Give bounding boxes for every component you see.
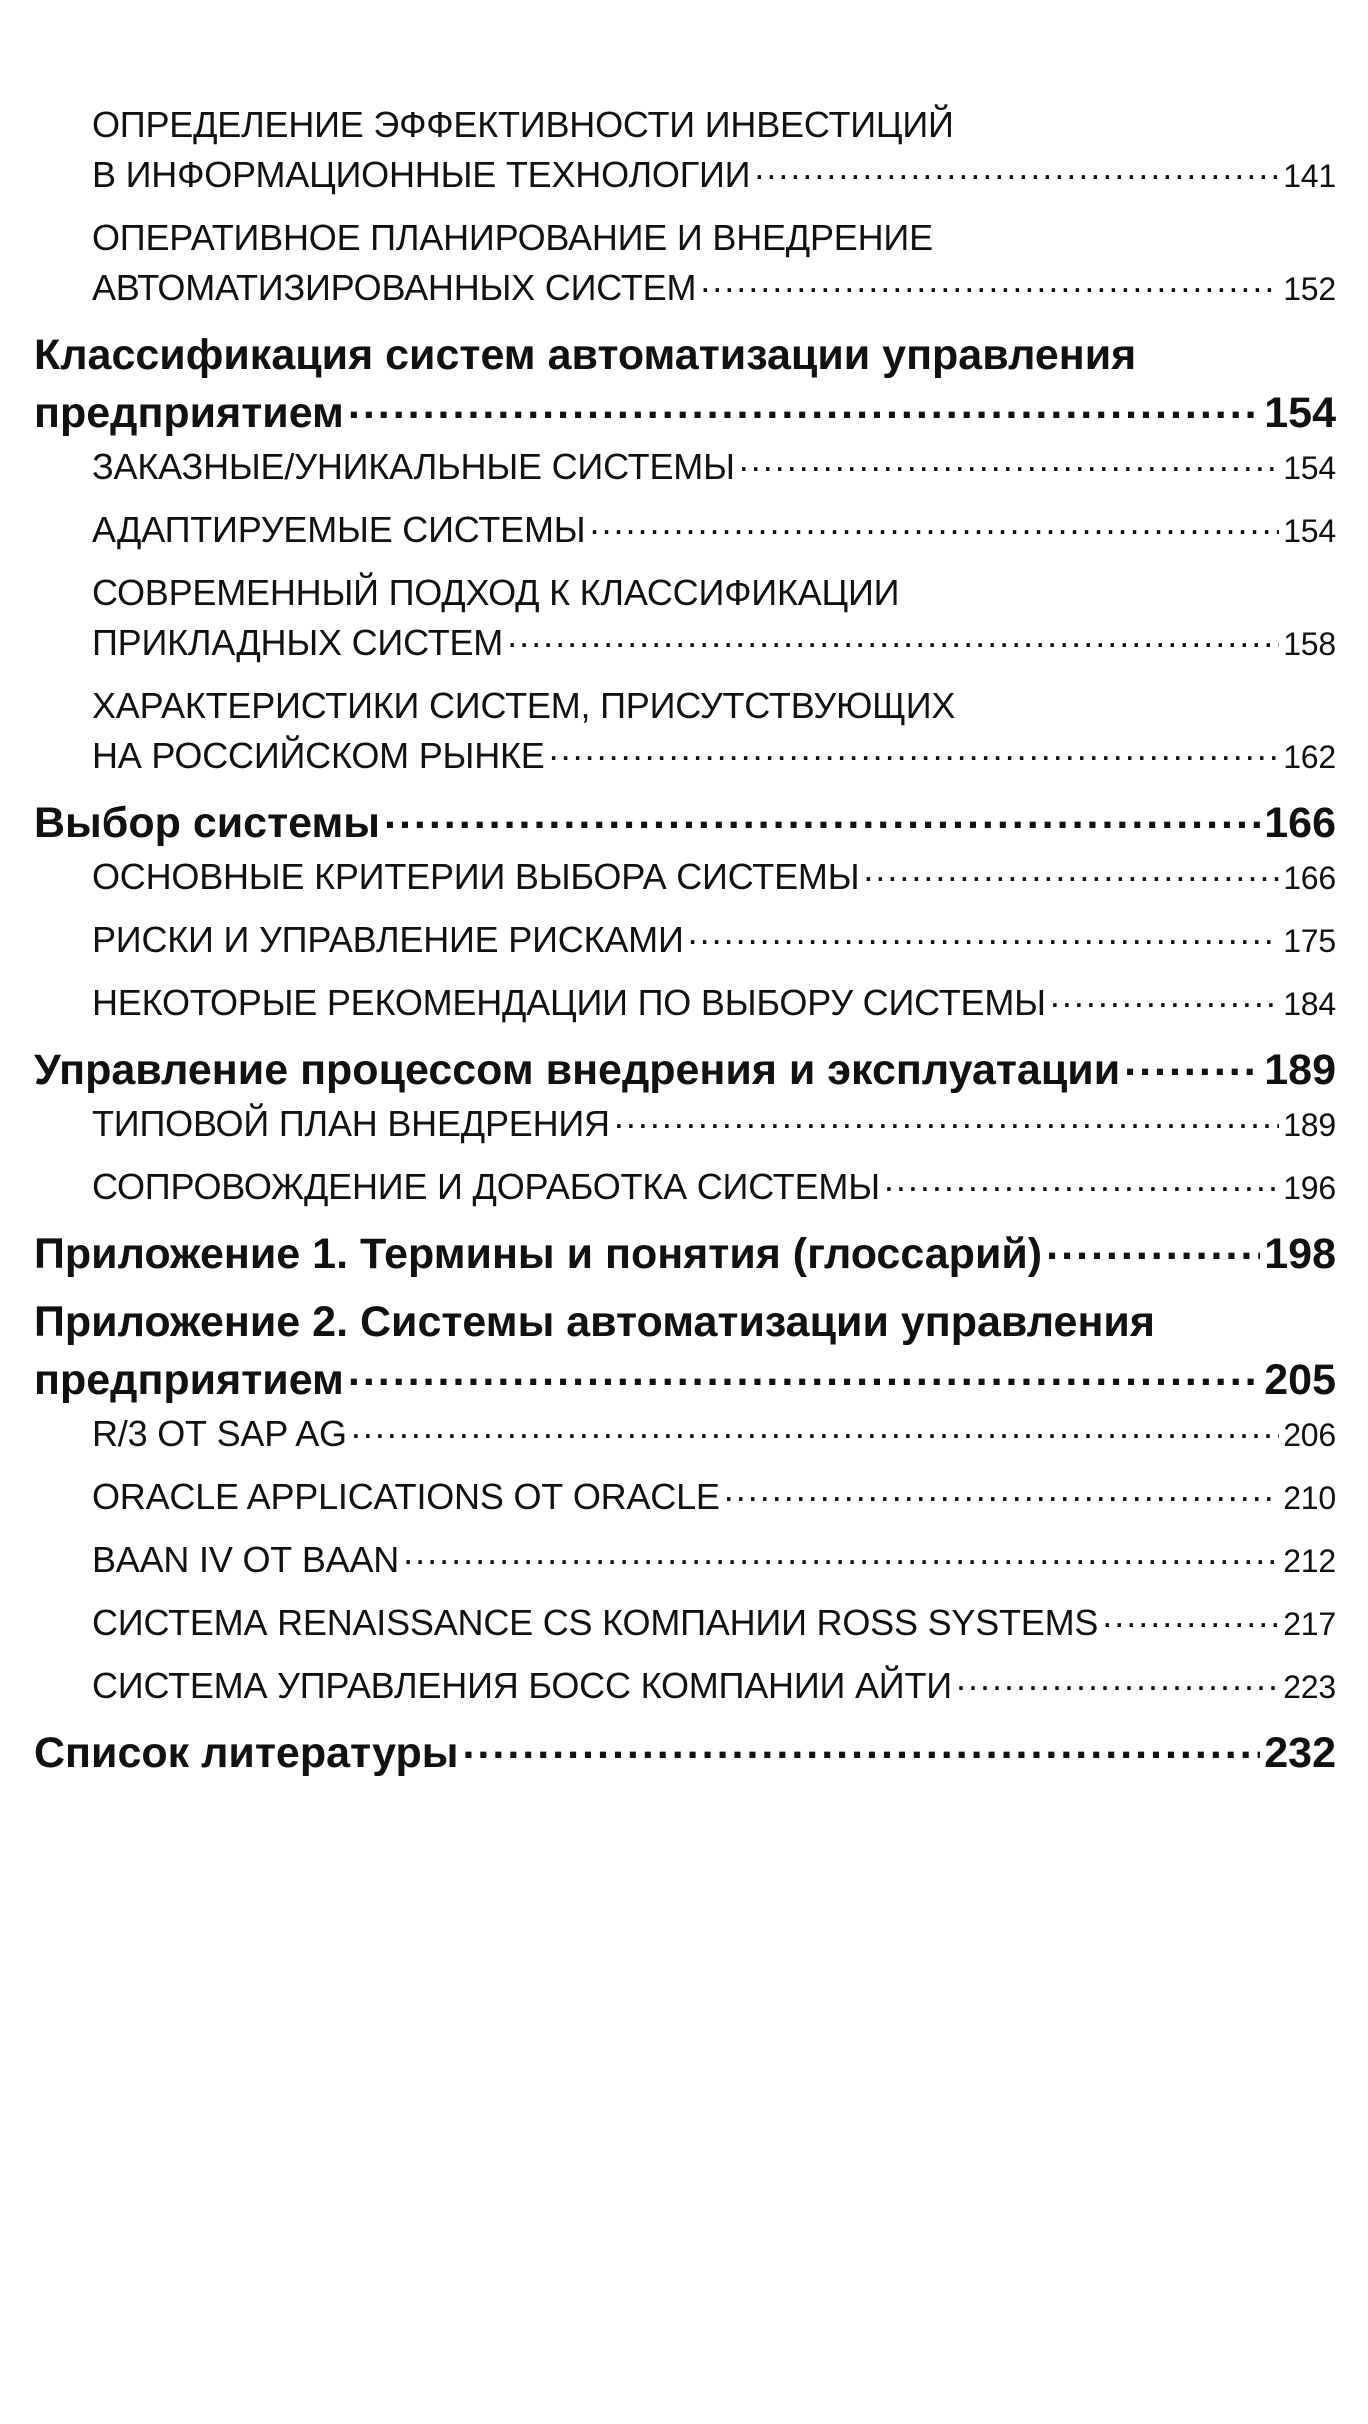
toc-subsection-entry[interactable]	[92, 915, 1336, 966]
page-number: 154	[1264, 389, 1336, 437]
toc-subsection-entry[interactable]	[92, 1472, 1336, 1523]
toc-entry-title-line: предприятием	[34, 389, 344, 437]
dot-leader	[1050, 979, 1279, 1015]
toc-section-entry[interactable]	[34, 326, 1336, 442]
page-number: 152	[1283, 271, 1336, 307]
toc-entry-line	[34, 1351, 1336, 1409]
toc-entry-title-line: В ИНФОРМАЦИОННЫЕ ТЕХНОЛОГИИ	[92, 154, 751, 195]
toc-section-entry[interactable]	[34, 1225, 1336, 1283]
toc-entry-line	[92, 1535, 1336, 1586]
page-number: 158	[1283, 626, 1336, 662]
toc-entry-line	[92, 618, 1336, 669]
toc-entry-title-line: ТИПОВОЙ ПЛАН ВНЕДРЕНИЯ	[92, 1103, 610, 1144]
dot-leader	[688, 916, 1280, 952]
page-number: 166	[1264, 799, 1336, 847]
toc-entry-line	[92, 442, 1336, 493]
dot-leader	[884, 1163, 1279, 1199]
dot-leader	[348, 384, 1260, 427]
toc-entry-line	[34, 794, 1336, 852]
dot-leader	[614, 1100, 1279, 1136]
dot-leader	[1046, 1225, 1260, 1268]
dot-leader	[739, 443, 1279, 479]
toc-subsection-entry[interactable]	[92, 505, 1336, 556]
toc-entry-line	[92, 1099, 1336, 1150]
toc-entry-title-line: Управление процессом внедрения и эксплуатации	[34, 1046, 1121, 1094]
toc-entry-title-line: СИСТЕМА RENAISSANCE CS КОМПАНИИ ROSS SYSTEMS	[92, 1602, 1099, 1643]
dot-leader	[700, 264, 1279, 300]
dot-leader	[462, 1724, 1260, 1767]
table-of-contents	[34, 100, 1336, 1782]
page-number: 154	[1283, 513, 1336, 549]
toc-entry-title-line: ORACLE APPLICATIONS ОТ ORACLE	[92, 1476, 720, 1517]
page-number: 166	[1283, 860, 1336, 896]
toc-entry-title-line: R/3 ОТ SAP AG	[92, 1413, 347, 1454]
dot-leader	[351, 1410, 1279, 1446]
toc-entry-title-line: НА РОССИЙСКОМ РЫНКЕ	[92, 735, 545, 776]
dot-leader	[754, 151, 1279, 187]
toc-entry-title-line: ПРИКЛАДНЫХ СИСТЕМ	[92, 622, 504, 663]
toc-entry-title-line: Приложение 2. Системы автоматизации управления	[34, 1298, 1155, 1346]
toc-entry-title-line: предприятием	[34, 1356, 344, 1404]
toc-entry-title-line: СИСТЕМА УПРАВЛЕНИЯ БОСС КОМПАНИИ АЙТИ	[92, 1665, 952, 1706]
toc-entry-title-line: Приложение 1. Термины и понятия (глоссарий)	[34, 1230, 1043, 1278]
toc-subsection-entry[interactable]	[92, 852, 1336, 903]
toc-subsection-entry[interactable]	[92, 978, 1336, 1029]
toc-subsection-entry[interactable]	[92, 1162, 1336, 1213]
toc-entry-line	[92, 150, 1336, 201]
toc-entry-title-line: РИСКИ И УПРАВЛЕНИЕ РИСКАМИ	[92, 919, 684, 960]
toc-entry-line	[92, 1409, 1336, 1460]
page-number: 154	[1283, 450, 1336, 486]
toc-subsection-entry[interactable]	[92, 568, 1336, 669]
page-number: 212	[1283, 1543, 1336, 1579]
page-number: 206	[1283, 1417, 1336, 1453]
page-number: 232	[1264, 1729, 1336, 1777]
toc-entry-line	[34, 1225, 1336, 1283]
toc-entry-line	[92, 915, 1336, 966]
toc-entry-line	[92, 852, 1336, 903]
page-number: 189	[1264, 1046, 1336, 1094]
toc-entry-line	[92, 1661, 1336, 1712]
toc-entry-title-line: СОВРЕМЕННЫЙ ПОДХОД К КЛАССИФИКАЦИИ	[92, 572, 900, 613]
dot-leader	[348, 1351, 1260, 1394]
toc-entry-title-line: ОПЕРАТИВНОЕ ПЛАНИРОВАНИЕ И ВНЕДРЕНИЕ	[92, 217, 933, 258]
toc-entry-line	[34, 1041, 1336, 1099]
toc-subsection-entry[interactable]	[92, 100, 1336, 201]
toc-entry-line	[92, 505, 1336, 556]
toc-entry-title-line: АВТОМАТИЗИРОВАННЫХ СИСТЕМ	[92, 267, 697, 308]
toc-subsection-entry[interactable]	[92, 213, 1336, 314]
page-number: 198	[1264, 1230, 1336, 1278]
dot-leader	[549, 732, 1280, 768]
dot-leader	[589, 506, 1279, 542]
dot-leader	[1102, 1599, 1279, 1635]
page-number: 205	[1264, 1356, 1336, 1404]
page-number: 175	[1283, 923, 1336, 959]
toc-subsection-entry[interactable]	[92, 1598, 1336, 1649]
toc-entry-line	[34, 1724, 1336, 1782]
toc-entry-title-line: BAAN IV ОТ BAAN	[92, 1539, 400, 1580]
toc-entry-line	[92, 263, 1336, 314]
toc-entry-title-line: Список литературы	[34, 1729, 459, 1777]
dot-leader	[863, 853, 1279, 889]
page-number: 196	[1283, 1170, 1336, 1206]
page-number: 217	[1283, 1606, 1336, 1642]
toc-entry-title-line: СОПРОВОЖДЕНИЕ И ДОРАБОТКА СИСТЕМЫ	[92, 1166, 880, 1207]
toc-subsection-entry[interactable]	[92, 442, 1336, 493]
toc-entry-title-line: ЗАКАЗНЫЕ/УНИКАЛЬНЫЕ СИСТЕМЫ	[92, 446, 735, 487]
toc-entry-line	[34, 384, 1336, 442]
dot-leader	[956, 1662, 1279, 1698]
page-number: 162	[1283, 739, 1336, 775]
toc-section-entry[interactable]	[34, 1293, 1336, 1409]
toc-entry-line	[92, 731, 1336, 782]
toc-entry-title-line: Выбор системы	[34, 799, 381, 847]
toc-section-entry[interactable]	[34, 794, 1336, 852]
toc-entry-line	[92, 1472, 1336, 1523]
toc-entry-line	[92, 1162, 1336, 1213]
toc-entry-title-line: ХАРАКТЕРИСТИКИ СИСТЕМ, ПРИСУТСТВУЮЩИХ	[92, 685, 956, 726]
toc-subsection-entry[interactable]	[92, 1099, 1336, 1150]
toc-entry-line	[92, 978, 1336, 1029]
dot-leader	[384, 794, 1260, 837]
toc-subsection-entry[interactable]	[92, 1535, 1336, 1586]
page-number: 210	[1283, 1480, 1336, 1516]
toc-entry-title-line: Классификация систем автоматизации управления	[34, 331, 1137, 379]
toc-entry-title-line: НЕКОТОРЫЕ РЕКОМЕНДАЦИИ ПО ВЫБОРУ СИСТЕМЫ	[92, 982, 1046, 1023]
toc-entry-title-line: АДАПТИРУЕМЫЕ СИСТЕМЫ	[92, 509, 586, 550]
toc-section-entry[interactable]	[34, 1724, 1336, 1782]
toc-subsection-entry[interactable]	[92, 1409, 1336, 1460]
dot-leader	[403, 1536, 1279, 1572]
page-number: 141	[1283, 158, 1336, 194]
toc-section-entry[interactable]	[34, 1041, 1336, 1099]
toc-entry-line	[92, 1598, 1336, 1649]
page-number: 189	[1283, 1107, 1336, 1143]
page-number: 184	[1283, 986, 1336, 1022]
toc-entry-title-line: ОСНОВНЫЕ КРИТЕРИИ ВЫБОРА СИСТЕМЫ	[92, 856, 860, 897]
toc-subsection-entry[interactable]	[92, 1661, 1336, 1712]
page-number: 223	[1283, 1669, 1336, 1705]
dot-leader	[507, 619, 1279, 655]
toc-entry-title-line: ОПРЕДЕЛЕНИЕ ЭФФЕКТИВНОСТИ ИНВЕСТИЦИЙ	[92, 104, 954, 145]
toc-subsection-entry[interactable]	[92, 681, 1336, 782]
dot-leader	[1124, 1041, 1260, 1084]
dot-leader	[724, 1473, 1280, 1509]
